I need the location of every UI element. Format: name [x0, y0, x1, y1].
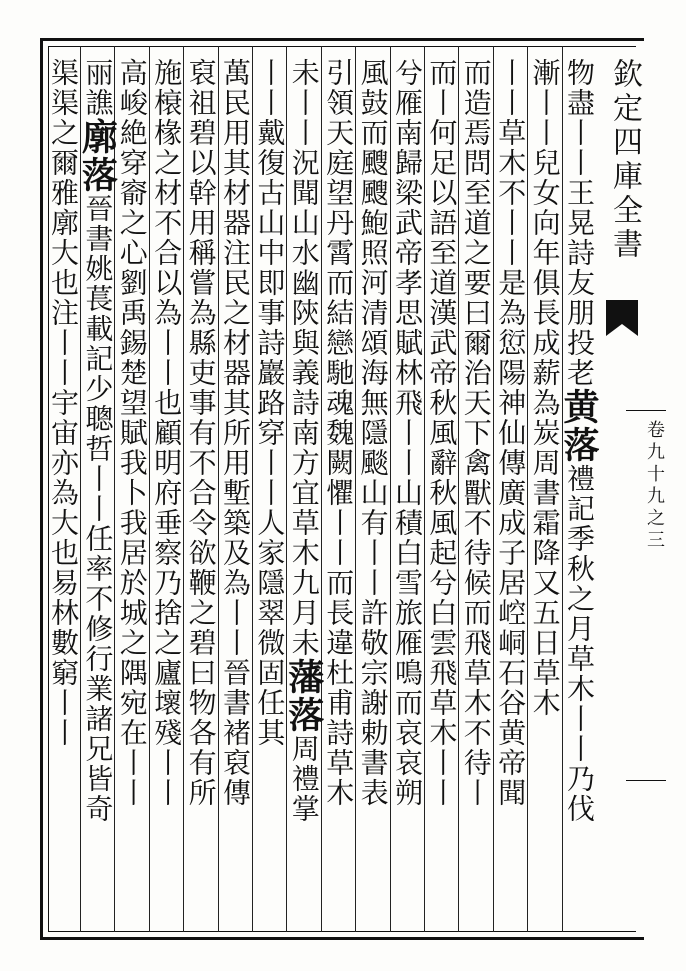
- text-segment: 丽譙: [81, 58, 115, 118]
- text-column: [424, 58, 458, 928]
- text-column: [114, 58, 148, 928]
- text-column: [321, 58, 355, 928]
- column-rule: [390, 46, 391, 932]
- headword: 藩落: [282, 658, 325, 734]
- column-rule: [80, 46, 81, 932]
- text-segment: 物盡丨丨王晃詩友朋投老: [562, 58, 596, 388]
- text-segment: 丨丨戴復古山中即事詩巖路穿丨丨人家隱翠微: [253, 58, 287, 658]
- text-segment: 風鼓而颼颼鮑照河清頌海無隱颷山有丨丨許敬宗謝勅書表: [356, 58, 390, 808]
- text-column: [252, 58, 286, 928]
- volume-rule-top: [626, 410, 666, 411]
- column-rule: [562, 46, 563, 932]
- column-rule: [149, 46, 150, 932]
- text-segment: 施榱椽之材不合以為丨丨也顧明府垂察乃捨之廬壞殘丨丨: [150, 58, 184, 808]
- text-segment: 之爾雅廓大也注丨丨宇宙亦為大也易林數窮丨丨: [46, 118, 80, 748]
- headword: 廓落: [76, 118, 119, 194]
- text-segment: 兮雁南歸梁武帝孝思賦林飛丨丨山積白雪旅雁鳴而哀哀朔: [390, 58, 424, 808]
- text-segment: 未丨丨況聞山水幽陝與義詩南方宜草木九月未: [287, 58, 321, 658]
- text-column: [557, 58, 600, 928]
- text-segment: 周禮掌: [287, 734, 321, 824]
- volume-label: 卷九十九之三: [644, 420, 665, 552]
- text-column: [282, 58, 325, 928]
- column-rule: [458, 46, 459, 932]
- text-segment: 高峻絶穿窬之心劉禹錫楚望賦我卜我居於城之隅宛在丨丨: [115, 58, 149, 808]
- column-rule: [493, 46, 494, 932]
- column-rule: [286, 46, 287, 932]
- text-column: [458, 58, 492, 928]
- text-segment: 而丨何足以語至道漢武帝秋風辭秋風起兮白雲飛草木丨丨: [425, 58, 459, 808]
- column-rule: [355, 46, 356, 932]
- text-column: [183, 58, 217, 928]
- text-segment: 引領天庭望丹霄而結戀馳魂魏闕懼丨丨而長違杜甫詩草木: [322, 58, 356, 808]
- text-column: [76, 58, 119, 928]
- text-segment: 漸丨丨兒女向年俱長成: [528, 58, 562, 358]
- text-column: [149, 58, 183, 928]
- column-rule: [252, 46, 253, 932]
- headword: 黄落: [557, 388, 600, 464]
- text-column: [390, 58, 424, 928]
- volume-rule-bottom: [626, 780, 666, 781]
- text-segment: 而造焉問至道之要曰爾治天下禽獸不待候而飛草木不待丨: [459, 58, 493, 808]
- text-segment: 裒祖碧以幹用稱嘗為縣吏事有不合令欲鞭之碧曰物各有所: [184, 58, 218, 808]
- text-column: [46, 58, 80, 928]
- text-column: [527, 58, 561, 928]
- text-segment: 渠渠: [46, 58, 80, 118]
- text-segment: 薪為炭周書霜降又五日草木: [528, 358, 562, 718]
- text-segment: 丨丨草木不丨丨是為愆陽神仙傳廣成子居崆峒石谷黄帝聞: [494, 58, 528, 808]
- text-segment: 固任其: [253, 658, 287, 748]
- column-rule: [218, 46, 219, 932]
- column-rule: [527, 46, 528, 932]
- book-title: 欽定四庫全書: [607, 58, 642, 262]
- text-segment: 晉書姚萇載記少聰哲丨丨任率不修行業諸兄皆奇: [81, 194, 115, 824]
- column-rule: [183, 46, 184, 932]
- text-column: [355, 58, 389, 928]
- text-segment: 禮記季秋之月草木丨丨乃伐: [562, 464, 596, 824]
- text-segment: 萬民用其材器注民之材器其所用塹築及為丨丨晉書褚裒傳: [218, 58, 252, 808]
- column-rule: [424, 46, 425, 932]
- fishtail-mark-icon: [604, 298, 640, 338]
- text-column: [218, 58, 252, 928]
- text-column: [493, 58, 527, 928]
